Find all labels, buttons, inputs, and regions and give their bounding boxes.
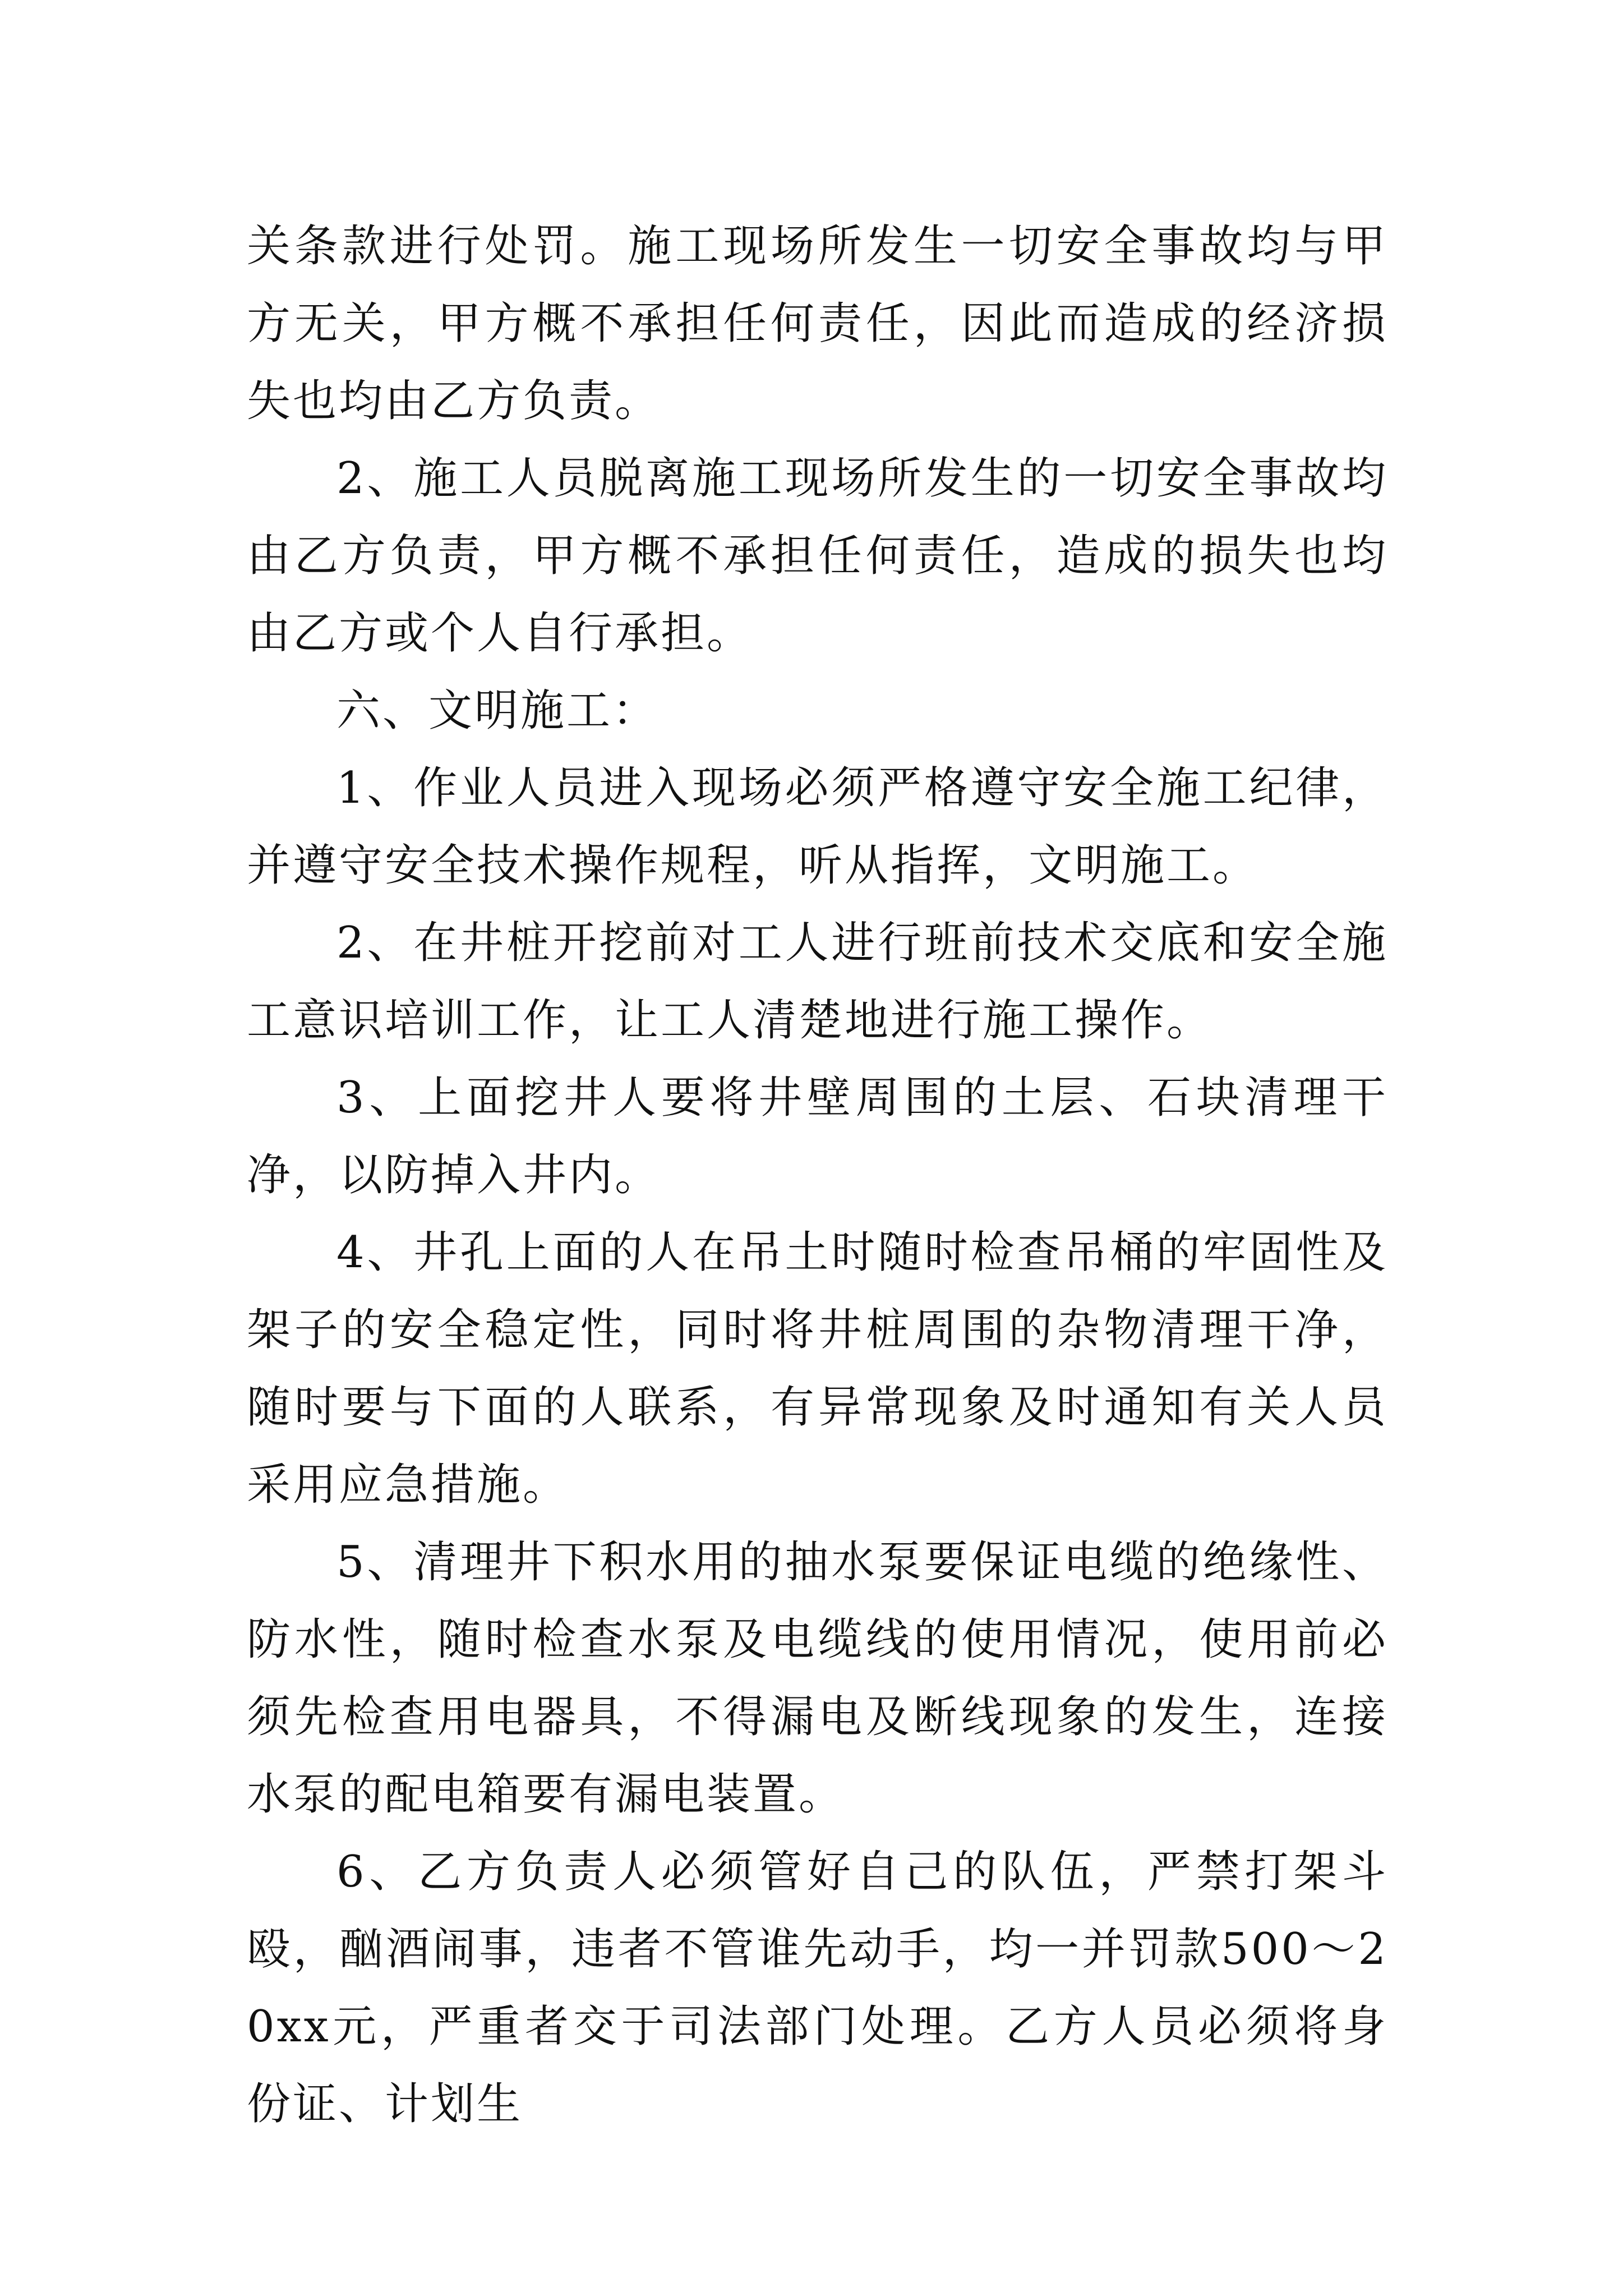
section-heading-civilized-construction: 六、文明施工： bbox=[336, 685, 659, 736]
paragraph-item-6-team-conduct: 6、乙方负责人必须管好自己的队伍，严禁打架斗殴，酗酒闹事，违者不管谁先动手，均一并罚款500～20xx元，严重者交于司法部门处理。乙方人员必须将身份证、计划生 bbox=[247, 1847, 1388, 2129]
document-body bbox=[247, 208, 1388, 2143]
paragraph-item-2-off-site-accidents: 2、施工人员脱离施工现场所发生的一切安全事故均由乙方负责，甲方概不承担任何责任，造成的损失也均由乙方或个人自行承担。 bbox=[247, 453, 1388, 659]
paragraph-item-5-pump-electrical: 5、清理井下积水用的抽水泵要保证电缆的绝缘性、防水性，随时检查水泵及电缆线的使用情况，使用前必须先检查用电器具，不得漏电及断线现象的发生，连接水泵的配电箱要有漏电装置。 bbox=[247, 1537, 1388, 1820]
paragraph-item-3-well-wall-cleanup: 3、上面挖井人要将井壁周围的土层、石块清理干净，以防掉入井内。 bbox=[247, 1073, 1388, 1200]
paragraph-item-4-hoist-safety: 4、井孔上面的人在吊土时随时检查吊桶的牢固性及架子的安全稳定性，同时将井桩周围的杂物清理干净，随时要与下面的人联系，有异常现象及时通知有关人员采用应急措施。 bbox=[247, 1227, 1388, 1510]
paragraph-item-2-training: 2、在井桩开挖前对工人进行班前技术交底和安全施工意识培训工作，让工人清楚地进行施工操作。 bbox=[247, 918, 1388, 1046]
paragraph-continued-penalty-clause: 关条款进行处罚。施工现场所发生一切安全事故均与甲方无关，甲方概不承担任何责任，因此而造成的经济损失也均由乙方负责。 bbox=[247, 221, 1388, 426]
paragraph-item-1-discipline: 1、作业人员进入现场必须严格遵守安全施工纪律，并遵守安全技术操作规程，听从指挥，文明施工。 bbox=[247, 763, 1388, 891]
